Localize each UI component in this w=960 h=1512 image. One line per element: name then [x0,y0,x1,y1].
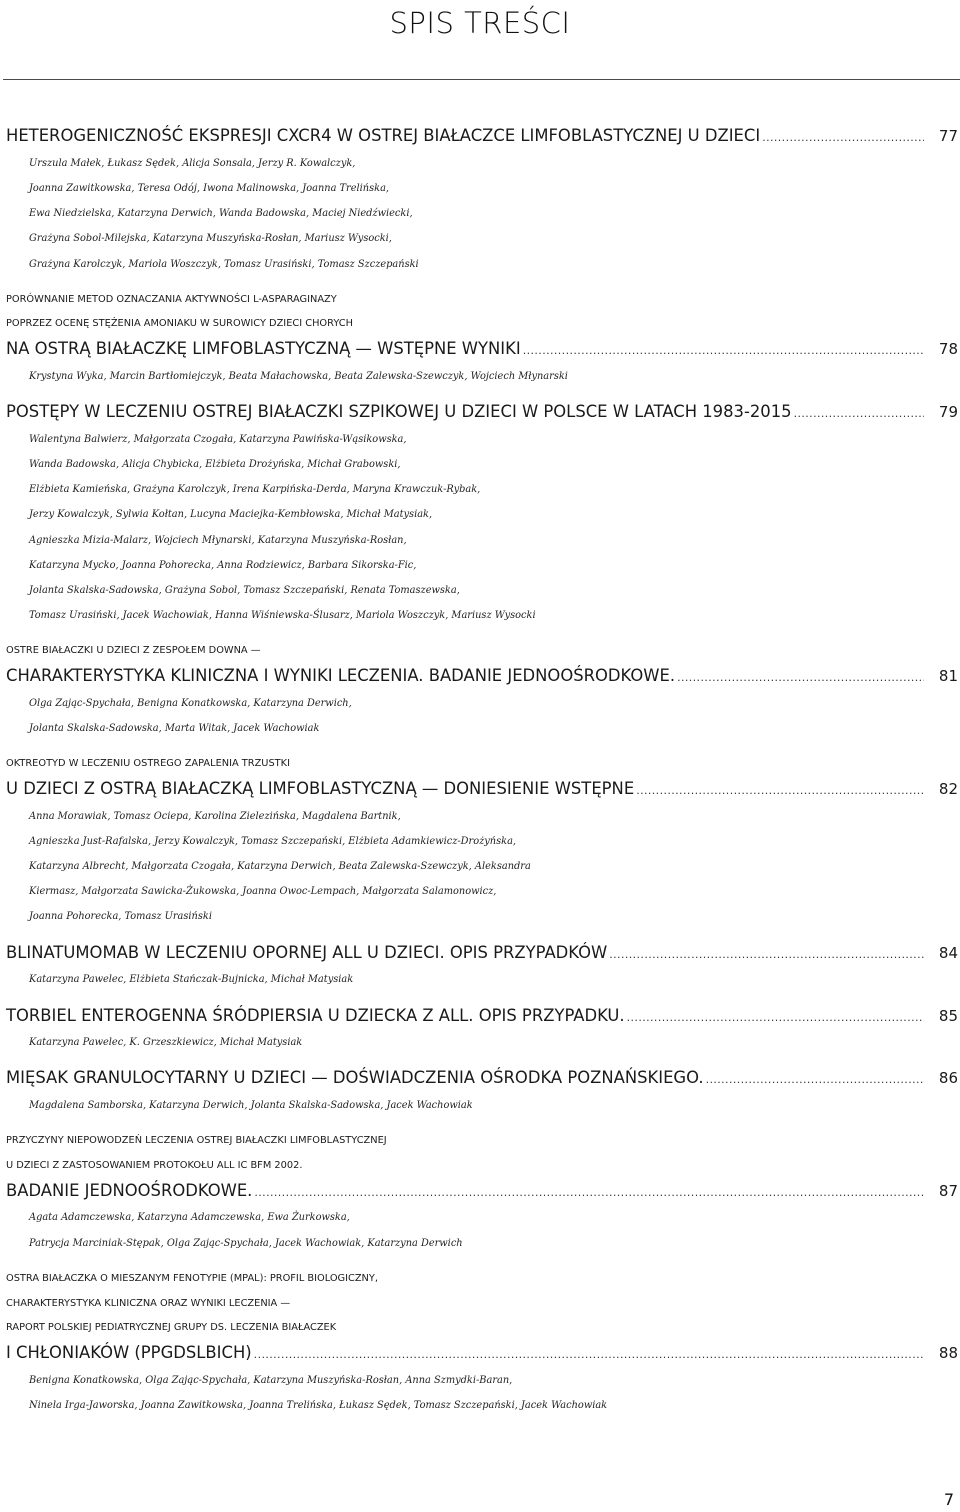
entry-title-text: POSTĘPY W LECZENIU OSTREJ BIAŁACZKI SZPIKOWEJ U DZIECI W POLSCE W LATACH 1983-2015 [6,402,792,422]
author-line: Jolanta Skalska-Sadowska, Grażyna Sobol, Tomasz Szczepański, Renata Tomaszewska, [29,584,460,596]
entry-page-number: 79 [938,403,958,422]
entry-title-line: OKTREOTYD W LECZENIU OSTREGO ZAPALENIA TRZUSTKI [6,758,290,770]
entry-title-text: TORBIEL ENTEROGENNA ŚRÓDPIERSIA U DZIECKA Z ALL. OPIS PRZYPADKU. [6,1005,625,1025]
author-line: Jolanta Skalska-Sadowska, Marta Witak, Jacek Wachowiak [29,722,320,734]
table-of-contents [6,124,958,1429]
entry-title-line [6,1179,958,1206]
entry-title-line [6,124,958,151]
author-line: Agnieszka Mizia-Malarz, Wojciech Młynarski, Katarzyna Muszyńska-Rosłan, [29,534,407,546]
entry-page-number: 87 [938,1181,958,1200]
entry-title-line [6,777,958,804]
header-divider [3,79,960,80]
entry-title-line: U DZIECI Z ZASTOSOWANIEM PROTOKOŁU ALL IC BFM 2002. [6,1160,303,1172]
toc-entry[interactable] [6,124,958,277]
author-line: Wanda Badowska, Alicja Chybicka, Elżbieta Drożyńska, Michał Grabowski, [29,458,401,470]
dot-leader [609,943,924,968]
author-line: Ninela Irga-Jaworska, Joanna Zawitkowska, Joanna Trelińska, Łukasz Sędek, Tomasz Szczepański, Jacek Wachowiak [29,1399,608,1411]
entry-page-number: 82 [938,779,958,798]
entry-page-number: 85 [938,1006,958,1025]
entry-title-line [6,400,958,427]
author-line: Krystyna Wyka, Marcin Bartłomiejczyk, Beata Małachowska, Beata Zalewska-Szewczyk, Wojciech Młynarski [29,370,568,382]
entry-page-number: 81 [938,667,958,686]
page-number: 7 [943,1490,954,1509]
entry-title-line: CHARAKTERYSTYKA KLINICZNA ORAZ WYNIKI LECZENIA — [6,1297,291,1309]
toc-entry[interactable] [6,752,958,929]
entry-authors [6,151,958,277]
entry-authors [6,1205,958,1255]
entry-title-text: BADANIE JEDNOOŚRODKOWE. [6,1180,253,1200]
entry-title-line: OSTRA BIAŁACZKA O MIESZANYM FENOTYPIE (MPAL): PROFIL BIOLOGICZNY, [6,1272,378,1284]
author-line: Elżbieta Kamieńska, Grażyna Karolczyk, Irena Karpińska-Derda, Maryna Krawczuk-Rybak, [29,484,481,496]
entry-title-line: RAPORT POLSKIEJ PEDIATRYCZNEJ GRUPY DS. LECZENIA BIAŁACZEK [6,1322,337,1334]
author-line: Grażyna Sobol-Milejska, Katarzyna Muszyńska-Rosłan, Mariusz Wysocki, [29,233,392,245]
entry-title-line [6,337,958,364]
entry-title-text: U DZIECI Z OSTRĄ BIAŁACZKĄ LIMFOBLASTYCZNĄ — DONIESIENIE WSTĘPNE [6,778,635,798]
toc-entry[interactable] [6,1129,958,1256]
entry-title-text: MIĘSAK GRANULOCYTARNY U DZIECI — DOŚWIADCZENIA OŚRODKA POZNAŃSKIEGO. [6,1068,704,1088]
dot-leader [762,126,924,151]
entry-page-number: 78 [938,340,958,359]
entry-authors [6,364,958,389]
author-line: Katarzyna Pawelec, K. Grzeszkiewicz, Michał Matysiak [29,1037,303,1049]
dot-leader [706,1068,924,1093]
toc-entry[interactable] [6,941,958,993]
author-line: Urszula Małek, Łukasz Sędek, Alicja Sonsala, Jerzy R. Kowalczyk, [29,157,356,169]
entry-authors [6,1030,958,1055]
author-line: Olga Zając-Spychała, Benigna Konatkowska, Katarzyna Derwich, [29,697,352,709]
entry-page-number: 77 [938,127,958,145]
toc-entry[interactable] [6,288,958,389]
entry-title-line [6,1341,958,1368]
author-line: Jerzy Kowalczyk, Sylwia Kołtan, Lucyna Maciejka-Kembłowska, Michał Matysiak, [29,509,433,521]
entry-title-line: POPRZEZ OCENĘ STĘŻENIA AMONIAKU W SUROWICY DZIECI CHORYCH [6,318,353,330]
entry-authors [6,1093,958,1118]
entry-title-line [6,941,958,968]
toc-entry[interactable] [6,1004,958,1056]
entry-title-line: OSTRE BIAŁACZKI U DZIECI Z ZESPOŁEM DOWNA — [6,645,261,657]
entry-authors [6,1368,958,1418]
entry-title-line [6,664,958,691]
entry-page-number: 84 [938,943,958,962]
entry-title-text: BLINATUMOMAB W LECZENIU OPORNEJ ALL U DZIECI. OPIS PRZYPADKÓW [6,942,608,962]
author-line: Anna Morawiak, Tomasz Ociepa, Karolina Zielezińska, Magdalena Bartnik, [29,810,401,822]
author-line: Katarzyna Albrecht, Małgorzata Czogała, Katarzyna Derwich, Beata Zalewska-Szewczyk, Aleksandra [29,860,531,872]
author-line: Benigna Konatkowska, Olga Zając-Spychała, Katarzyna Muszyńska-Rosłan, Anna Szmydki-Baran, [29,1374,513,1386]
toc-entry[interactable] [6,400,958,628]
toc-entry[interactable] [6,1066,958,1118]
entry-title-line [6,1004,958,1031]
entry-authors [6,804,958,930]
author-line: Tomasz Urasiński, Jacek Wachowiak, Hanna Wiśniewska-Ślusarz, Mariola Woszczyk, Mariusz Wysocki [29,610,536,622]
dot-leader [636,779,924,804]
author-line: Magdalena Samborska, Katarzyna Derwich, Jolanta Skalska-Sadowska, Jacek Wachowiak [29,1100,473,1112]
author-line: Ewa Niedzielska, Katarzyna Derwich, Wanda Badowska, Maciej Niedźwiecki, [29,208,413,220]
dot-leader [254,1181,924,1206]
entry-authors [6,427,958,629]
dot-leader [677,666,924,691]
entry-title-text: NA OSTRĄ BIAŁACZKĘ LIMFOBLASTYCZNĄ — WSTĘPNE WYNIKI [6,339,521,359]
entry-authors [6,691,958,741]
toc-entry[interactable] [6,1267,958,1418]
dot-leader [794,402,924,427]
author-line: Joanna Zawitkowska, Teresa Odój, Iwona Malinowska, Joanna Trelińska, [29,182,390,194]
author-line: Grażyna Karolczyk, Mariola Woszczyk, Tomasz Urasiński, Tomasz Szczepański [29,258,419,270]
entry-page-number: 86 [938,1069,958,1088]
author-line: Agata Adamczewska, Katarzyna Adamczewska, Ewa Żurkowska, [29,1212,350,1224]
author-line: Katarzyna Mycko, Joanna Pohorecka, Anna Rodziewicz, Barbara Sikorska-Fic, [29,559,417,571]
entry-title-line [6,1066,958,1093]
page-title: SPIS TREŚCI [389,6,571,40]
author-line: Walentyna Balwierz, Małgorzata Czogała, Katarzyna Pawińska-Wąsikowska, [29,433,407,445]
entry-title-line: PRZYCZYNY NIEPOWODZEŃ LECZENIA OSTREJ BIAŁACZKI LIMFOBLASTYCZNEJ [6,1135,387,1147]
dot-leader [523,339,924,364]
entry-authors [6,967,958,992]
dot-leader [254,1343,924,1368]
toc-entry[interactable] [6,639,958,741]
author-line: Agnieszka Just-Rafalska, Jerzy Kowalczyk, Tomasz Szczepański, Elżbieta Adamkiewicz-Drożyńska, [29,835,517,847]
entry-title-line: PORÓWNANIE METOD OZNACZANIA AKTYWNOŚCI L-ASPARAGINAZY [6,293,337,305]
author-line: Kiermasz, Małgorzata Sawicka-Żukowska, Joanna Owoc-Lempach, Małgorzata Salamonowicz, [29,886,497,898]
author-line: Joanna Pohorecka, Tomasz Urasiński [29,911,212,923]
entry-title-text: CHARAKTERYSTYKA KLINICZNA I WYNIKI LECZENIA. BADANIE JEDNOOŚRODKOWE. [6,666,676,686]
dot-leader [627,1006,924,1031]
entry-title-text: I CHŁONIAKÓW (PPGDSLBICH) [6,1342,252,1362]
author-line: Patrycja Marciniak-Stępak, Olga Zając-Spychała, Jacek Wachowiak, Katarzyna Derwich [29,1237,463,1249]
entry-title-text: HETEROGENICZNOŚĆ EKSPRESJI CXCR4 W OSTREJ BIAŁACZCE LIMFOBLASTYCZNEJ U DZIECI [6,126,761,145]
author-line: Katarzyna Pawelec, Elżbieta Stańczak-Bujnicka, Michał Matysiak [29,974,354,986]
entry-page-number: 88 [938,1343,958,1362]
